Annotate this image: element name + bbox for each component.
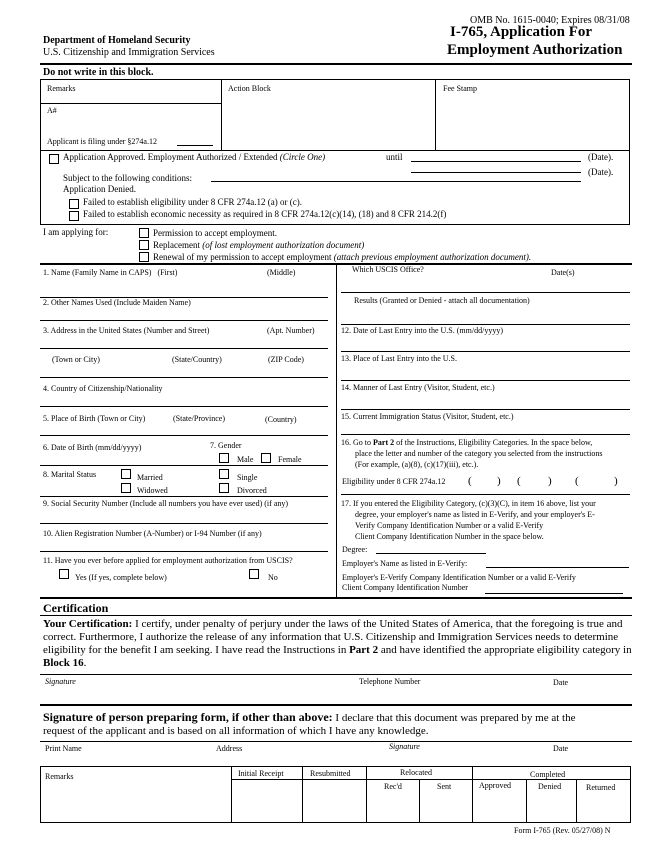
divorced-label: Divorced — [237, 486, 267, 495]
employer-name-line — [486, 567, 629, 568]
eligibility-paren-1-open: ( — [468, 475, 472, 487]
completed-label: Completed — [530, 770, 566, 779]
field-4-line — [40, 406, 328, 407]
agency-name: Department of Homeland Security — [43, 35, 191, 46]
preparer-text-line-2: request of the applicant and is based on all information of which I have any knowledge. — [43, 725, 429, 737]
field-17-line-1: 17. If you entered the Eligibility Category, (c)(3)(C), in item 16 above, list your — [341, 499, 596, 508]
office-use-notice: Do not write in this block. — [43, 67, 154, 78]
field-16-line-3: (For example, (a)(8), (c)(17)(iii), etc.). — [355, 460, 479, 469]
eligibility-cfr-label: Eligibility under 8 CFR 274a.12 — [342, 477, 446, 486]
failed-eligibility-label: Failed to establish eligibility under 8 CFR 274a.12 (a) or (c). — [83, 197, 302, 207]
no-checkbox[interactable] — [249, 569, 259, 579]
replacement-label: Replacement (of lost employment authorization document) — [153, 240, 365, 250]
female-checkbox[interactable] — [261, 453, 271, 463]
status-col-2 — [302, 766, 303, 823]
female-label: Female — [278, 455, 302, 464]
yes-label: Yes (If yes, complete below) — [75, 573, 167, 582]
field-3-zip-label: (ZIP Code) — [268, 355, 304, 364]
field-13-entry-place-label: 13. Place of Last Entry into the U.S. — [341, 354, 457, 363]
eligibility-paren-2-close: ) — [548, 475, 552, 487]
signature-line — [40, 674, 632, 675]
certification-telephone-label: Telephone Number — [359, 677, 421, 686]
action-block-label: Action Block — [228, 84, 271, 93]
field-12-line — [341, 351, 630, 352]
field-8-line — [40, 496, 328, 497]
approved-status-label: Approved — [479, 781, 511, 790]
single-checkbox[interactable] — [219, 469, 229, 479]
field-3-apt-label: (Apt. Number) — [267, 326, 315, 335]
field-5-line — [40, 435, 328, 436]
field-14-manner-label: 14. Manner of Last Entry (Visitor, Student, etc.) — [341, 383, 495, 392]
degree-line — [376, 553, 486, 554]
certification-line-4: Block 16. — [43, 657, 87, 669]
married-label: Married — [137, 473, 163, 482]
until-label: until — [386, 152, 403, 162]
field-15-line — [341, 434, 630, 435]
employer-id-label-1: Employer's E-Verify Company Identification Number or a valid E-Verify — [342, 573, 576, 582]
renewal-checkbox[interactable] — [139, 252, 149, 262]
a-number-label: A# — [47, 106, 57, 115]
employer-name-label: Employer's Name as listed in E-Verify: — [342, 559, 468, 568]
eligibility-paren-2-open: ( — [517, 475, 521, 487]
field-9-ssn-label: 9. Social Security Number (Include all numbers you have ever used) (if any) — [43, 499, 289, 508]
permission-checkbox[interactable] — [139, 228, 149, 238]
approved-label: Application Approved. Employment Authorized / Extended (Circle One) — [63, 152, 326, 162]
field-4-country-label: 4. Country of Citizenship/Nationality — [43, 384, 163, 393]
date-label-2: (Date). — [588, 167, 614, 177]
widowed-label: Widowed — [137, 486, 168, 495]
field-12-entry-date-label: 12. Date of Last Entry into the U.S. (mm/dd/yyyy) — [341, 326, 503, 335]
conditions-line-1 — [211, 181, 581, 182]
male-checkbox[interactable] — [219, 453, 229, 463]
field-2-line — [40, 320, 328, 321]
field-14-line — [341, 409, 630, 410]
permission-label: Permission to accept employment. — [153, 228, 277, 238]
field-6-dob-label: 6. Date of Birth (mm/dd/yyyy) — [43, 443, 142, 452]
field-2-other-names-label: 2. Other Names Used (Include Maiden Name) — [43, 298, 191, 307]
sub-agency-name: U.S. Citizenship and Immigration Services — [43, 47, 215, 58]
field-3-line-1 — [40, 348, 328, 349]
certification-line-1: Your Certification: I certify, under penalty of perjury under the laws of the United States of America, that the foregoing is true and — [43, 618, 623, 630]
denied-status-label: Denied — [538, 782, 562, 791]
single-label: Single — [237, 473, 258, 482]
applying-for-label: I am applying for: — [43, 227, 109, 237]
field-9-line — [40, 523, 328, 524]
field-6-line — [40, 465, 328, 466]
certification-date-label: Date — [553, 678, 569, 687]
center-column-divider — [336, 264, 337, 597]
field-15-status-label: 15. Current Immigration Status (Visitor, Student, etc.) — [341, 412, 514, 421]
renewal-label: Renewal of my permission to accept employment (attach previous employment authorization document). — [153, 252, 532, 262]
relocated-label: Relocated — [400, 768, 432, 777]
bottom-remarks-label: Remarks — [45, 772, 74, 781]
form-title-line2: Employment Authorization — [447, 42, 623, 58]
certification-heading: Certification — [43, 601, 109, 615]
field-16-line — [341, 494, 630, 495]
field-5-country-label: (Country) — [265, 415, 297, 424]
field-10-alien-number-label: 10. Alien Registration Number (A-Number) or I-94 Number (if any) — [43, 529, 262, 538]
resubmitted-label: Resubmitted — [310, 769, 351, 778]
field-17-line-4: Client Company Identification Number in the space below. — [355, 532, 544, 541]
certification-heading-line — [40, 615, 632, 616]
status-col-1 — [231, 766, 232, 823]
certification-divider — [40, 597, 632, 599]
until-date-line — [411, 161, 581, 162]
field-5-birthplace-label: 5. Place of Birth (Town or City) — [43, 414, 146, 423]
office-col-divider-2 — [435, 79, 436, 150]
failed-economic-checkbox[interactable] — [69, 211, 79, 221]
office-remarks-label: Remarks — [47, 84, 76, 93]
field-3-town-label: (Town or City) — [52, 355, 100, 364]
field-3-state-label: (State/Country) — [172, 355, 222, 364]
preparer-address-label: Address — [216, 744, 243, 753]
uscis-office-label: Which USCIS Office? — [352, 265, 424, 274]
employer-id-label-2: Client Company Identification Number — [342, 583, 468, 592]
denied-label: Application Denied. — [63, 184, 136, 194]
omb-number: OMB No. 1615-0040; Expires 08/31/08 — [470, 15, 630, 26]
male-label: Male — [237, 455, 254, 464]
yes-checkbox[interactable] — [59, 569, 69, 579]
preparer-date-label: Date — [553, 744, 569, 753]
field-10-line — [40, 551, 328, 552]
filing-under-line — [177, 145, 213, 146]
certification-line-2: correct. Furthermore, I authorize the release of any information that U.S. Citizenship and Immigration Services needs to determine — [43, 631, 619, 643]
form-footer: Form I-765 (Rev. 05/27/08) N — [514, 826, 611, 835]
preparer-heading-line: Signature of person preparing form, if other than above: I declare that this document was prepared by me at the — [43, 710, 576, 724]
field-5-state-label: (State/Province) — [173, 414, 225, 423]
field-1-middle-label: (Middle) — [267, 268, 296, 277]
no-label: No — [268, 573, 278, 582]
employer-id-line — [485, 593, 623, 594]
field-17-line-3: Verify Company Identification Number or a valid E-Verify — [355, 521, 544, 530]
field-11-prior-application-label: 11. Have you ever before applied for employment authorization from USCIS? — [43, 556, 293, 565]
field-8-marital-label: 8. Marital Status — [43, 470, 97, 479]
status-col-5 — [472, 766, 473, 823]
field-3-address-label: 3. Address in the United States (Number and Street) — [43, 326, 210, 335]
divorced-checkbox[interactable] — [219, 483, 229, 493]
initial-receipt-label: Initial Receipt — [238, 769, 284, 778]
field-3-line-2 — [40, 377, 328, 378]
status-col-6 — [526, 779, 527, 823]
field-7-gender-label: 7. Gender — [210, 441, 242, 450]
replacement-checkbox[interactable] — [139, 240, 149, 250]
preparer-divider — [40, 704, 632, 706]
status-col-4 — [419, 779, 420, 823]
preparer-signature-label: Signature — [389, 742, 420, 751]
failed-eligibility-checkbox[interactable] — [69, 199, 79, 209]
remarks-divider — [40, 103, 221, 104]
status-col-3 — [366, 766, 367, 823]
degree-label: Degree: — [342, 545, 368, 554]
header-divider — [40, 63, 632, 65]
preparer-signature-line — [40, 741, 632, 742]
eligibility-paren-3-open: ( — [575, 475, 579, 487]
failed-economic-label: Failed to establish economic necessity as required in 8 CFR 274a.12(c)(14), (18) and 8 CFR 214.2(f) — [83, 209, 447, 219]
form-title-line1: I-765, Application For — [450, 24, 593, 40]
conditions-label: Subject to the following conditions: — [63, 173, 192, 183]
field-13-line — [341, 380, 630, 381]
results-label: Results (Granted or Denied - attach all documentation) — [354, 296, 530, 305]
conditions-date-line — [411, 172, 581, 173]
status-col-7 — [576, 779, 577, 823]
certification-signature-label: Signature — [45, 677, 76, 686]
results-line — [341, 324, 630, 325]
office-col-divider-1 — [221, 79, 222, 150]
recd-label: Rec'd — [384, 782, 402, 791]
status-header-line — [231, 779, 631, 780]
filing-under-label: Applicant is filing under §274a.12 — [47, 137, 157, 146]
preparer-print-name-label: Print Name — [45, 744, 82, 753]
fee-stamp-label: Fee Stamp — [443, 84, 477, 93]
approved-checkbox[interactable] — [49, 154, 59, 164]
returned-label: Returned — [586, 783, 616, 792]
uscis-office-line — [341, 292, 630, 293]
date-label-1: (Date). — [588, 152, 614, 162]
field-17-line-2: degree, your employer's name as listed in E-Verify, and your employer's E- — [355, 510, 595, 519]
field-16-line-1: 16. Go to Part 2 of the Instructions, Eligibility Categories. In the space below, — [341, 438, 593, 447]
eligibility-paren-3-close: ) — [614, 475, 618, 487]
eligibility-paren-1-close: ) — [497, 475, 501, 487]
sent-label: Sent — [437, 782, 452, 791]
certification-line-3: eligibility for the benefit I am seeking. I have read the Instructions in Part 2 and have identified the appropriate eligibility category in — [43, 644, 632, 656]
office-divider — [40, 150, 630, 151]
widowed-checkbox[interactable] — [121, 483, 131, 493]
married-checkbox[interactable] — [121, 469, 131, 479]
field-16-line-2: place the letter and number of the category you selected from the instructions — [355, 449, 603, 458]
field-1-name-label: 1. Name (Family Name in CAPS) (First) — [43, 268, 178, 277]
dates-label: Date(s) — [551, 268, 575, 277]
